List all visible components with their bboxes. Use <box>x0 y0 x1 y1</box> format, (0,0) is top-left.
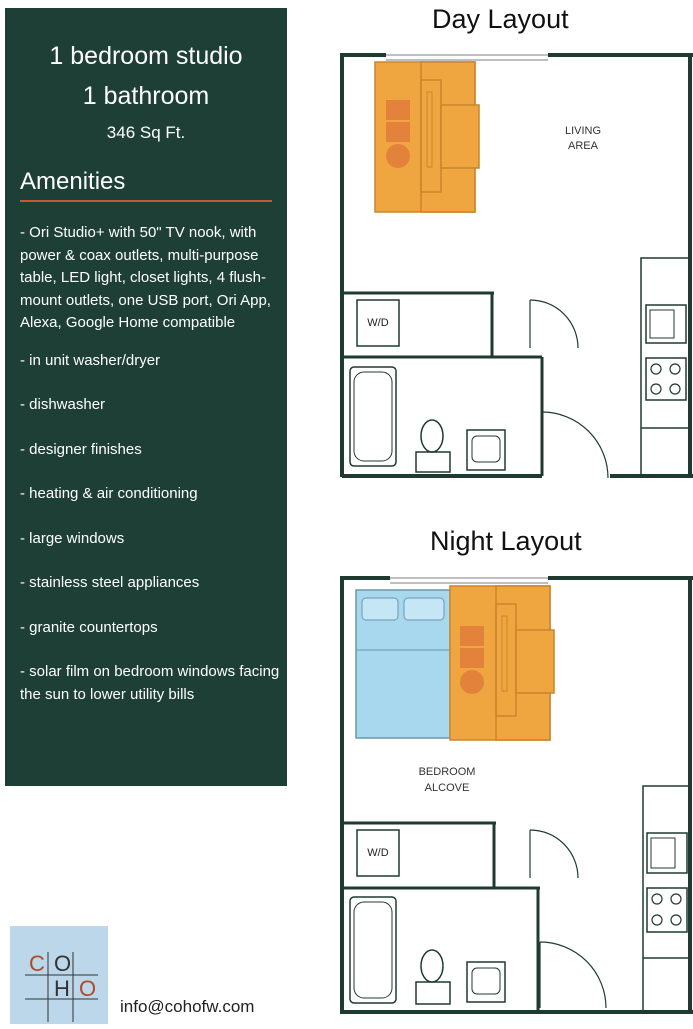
room-label: ALCOVE <box>424 782 470 794</box>
wd-label: W/D <box>367 317 389 329</box>
logo-letter: O <box>54 951 72 976</box>
unit-subtitle: 1 bathroom <box>82 82 210 110</box>
amenity-item: - large windows <box>20 529 125 547</box>
room-label: AREA <box>568 140 598 152</box>
logo-letter: C <box>29 951 45 976</box>
amenity-item: - Ori Studio+ with 50" TV nook, with power & coax outlets, multi-purpose table, LED light, closet lights, 4 flush-mount outlets, one USB port, Ori App, Alexa, Google Home compatible <box>20 224 271 331</box>
logo-letter: O <box>79 976 97 1001</box>
amenities-heading: Amenities <box>20 168 126 195</box>
unit-title: 1 bedroom studio <box>49 42 243 70</box>
coho-logo <box>10 926 108 1024</box>
square-footage: 346 Sq Ft. <box>106 123 186 142</box>
room-label: LIVING <box>564 125 602 137</box>
wd-label: W/D <box>367 847 389 859</box>
night-floorplan <box>341 576 693 1014</box>
amenity-item: - dishwasher <box>20 396 106 413</box>
day-layout-title: Day Layout <box>432 4 569 34</box>
amenity-item: - stainless steel appliances <box>20 574 200 591</box>
night-layout-title: Night Layout <box>430 526 582 556</box>
amenity-item: - in unit washer/dryer <box>20 351 161 369</box>
bedroom-alcove-label <box>404 764 490 796</box>
amenity-item: - solar film on bedroom windows facing the sun to lower utility bills <box>20 663 280 703</box>
room-label: BEDROOM <box>418 766 476 778</box>
logo-mark <box>10 926 108 1024</box>
amenity-item: - granite countertops <box>20 618 158 636</box>
amenity-item: - heating & air conditioning <box>20 485 198 502</box>
amenity-item: - designer finishes <box>20 440 142 458</box>
logo-letter: H <box>54 976 70 1001</box>
contact-email[interactable]: info@cohofw.com <box>120 997 255 1016</box>
